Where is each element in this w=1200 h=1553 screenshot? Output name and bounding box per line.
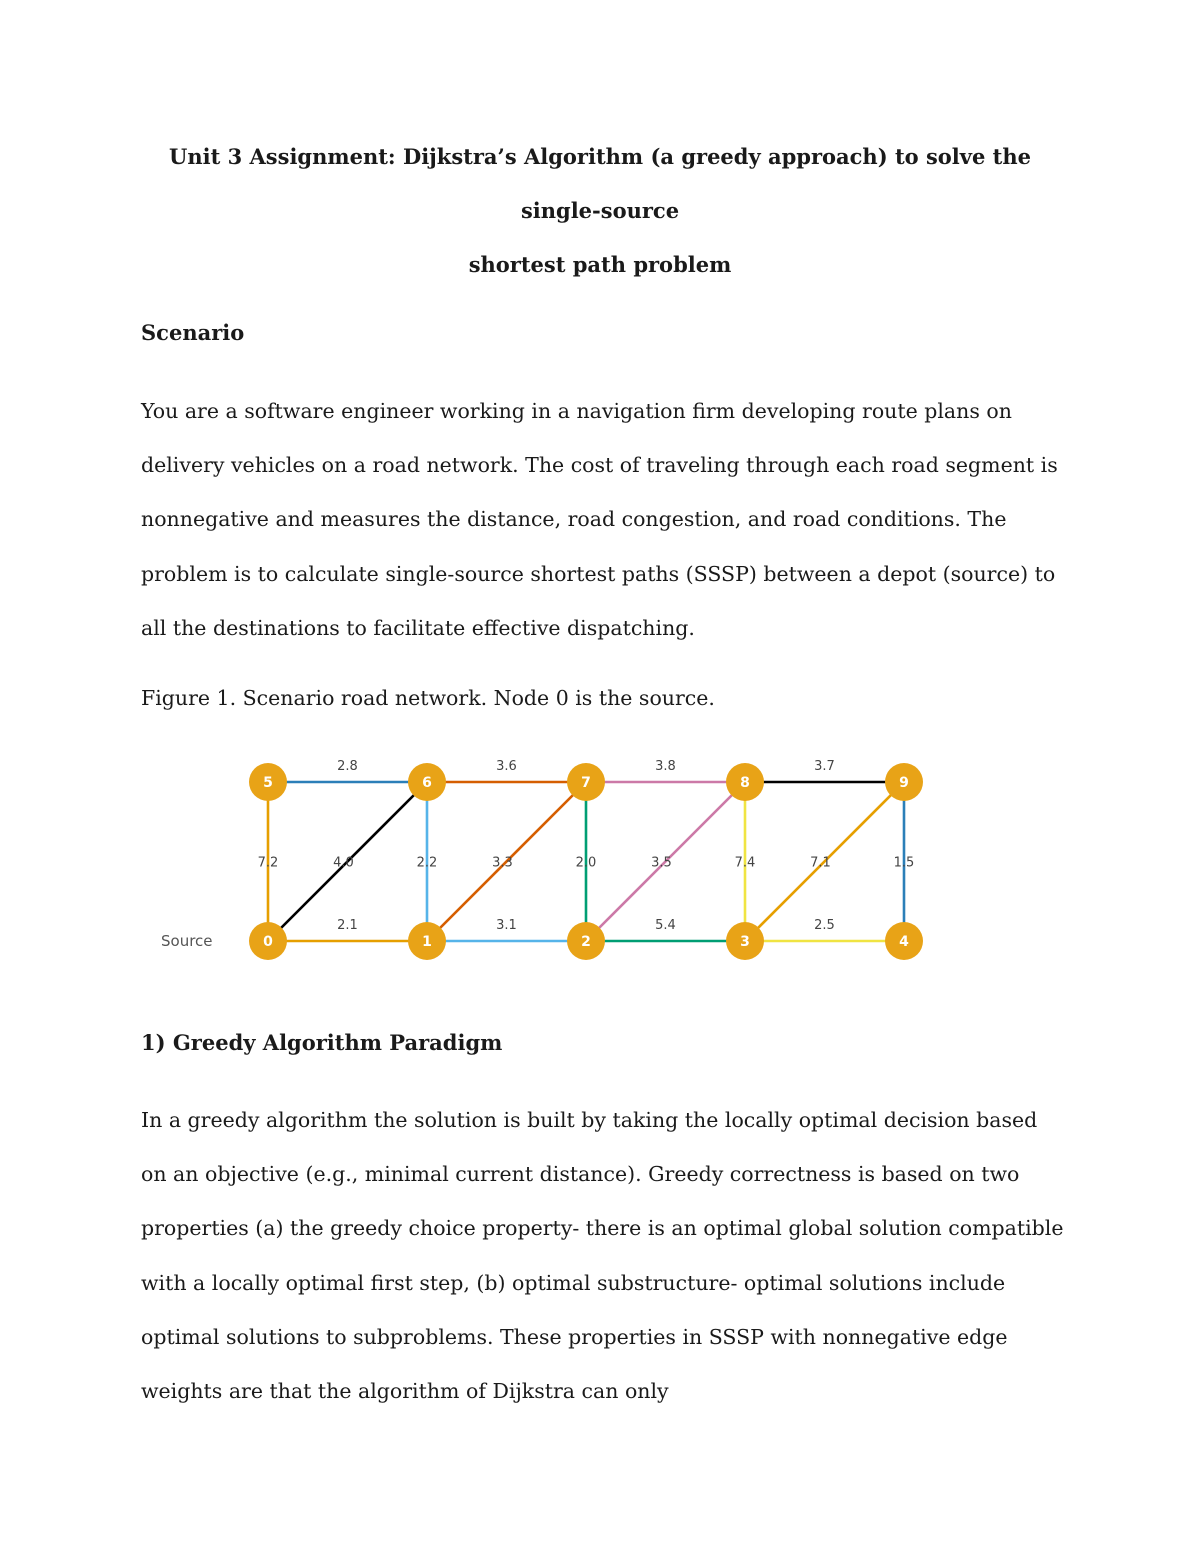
graph-node-label: 0 [263, 934, 273, 950]
edge-weight-label: 4.0 [333, 855, 354, 871]
graph-node-label: 8 [740, 775, 750, 791]
edge-weight-label: 1.5 [893, 855, 915, 871]
edge-weight-label: 2.2 [416, 855, 438, 871]
source-label: Source [161, 932, 213, 950]
graph-node-label: 9 [899, 775, 909, 791]
graph-node-3 [726, 922, 764, 960]
graph-node-label: 1 [422, 934, 432, 950]
document-title [140, 130, 1060, 292]
edge-weight-label: 3.8 [655, 759, 676, 774]
graph-node-label: 7 [581, 775, 591, 791]
edge-weight-label: 2.1 [337, 918, 358, 933]
graph-node-label: 6 [422, 775, 432, 791]
edge-weight-label: 2.8 [337, 759, 358, 774]
edge-weight-label: 7.1 [810, 855, 831, 871]
graph-node-7 [567, 763, 605, 801]
graph-node-4 [885, 922, 923, 960]
edge-weight-label: 3.5 [651, 855, 672, 871]
scenario-paragraph: You are a software engineer working in a navigation firm developing route plans on delivery vehicles on a road network. The cost of traveling through each road segment is nonnegative and measures the distance, road congestion, and road conditions. The problem is to calculate single-source shortest paths (SSSP) between a depot (source) to all the destinations to facilitate effective dispatching. [141, 399, 1058, 640]
edge-weight-label: 7.2 [257, 855, 279, 871]
edge-weight-label: 3.3 [492, 855, 513, 871]
edge-weight-label: 2.0 [575, 855, 597, 871]
figure-caption: Figure 1. Scenario road network. Node 0 is the source. [141, 686, 715, 710]
graph-node-5 [249, 763, 287, 801]
edge-weight-label: 7.4 [734, 855, 756, 871]
graph-node-1 [408, 922, 446, 960]
edge-weight-label: 3.6 [496, 759, 517, 774]
graph-node-label: 3 [740, 934, 750, 950]
edge-weight-label: 2.5 [814, 918, 835, 933]
edge-weight-label: 3.7 [814, 759, 835, 774]
title-line-2: shortest path problem [468, 252, 732, 277]
edge-weight-label: 3.1 [496, 918, 517, 933]
section1-heading: 1) Greedy Algorithm Paradigm [141, 1030, 503, 1055]
road-network-figure [0, 740, 1200, 990]
title-line-1: Unit 3 Assignment: Dijkstra’s Algorithm (a greedy approach) to solve the single-source [169, 144, 1031, 223]
graph-node-label: 4 [899, 934, 909, 950]
graph-node-label: 2 [581, 934, 591, 950]
graph-node-6 [408, 763, 446, 801]
scenario-heading: Scenario [141, 320, 245, 345]
road-network-graph [0, 740, 1200, 990]
section1-paragraph: In a greedy algorithm the solution is built by taking the locally optimal decision based on an objective (e.g., minimal current distance). Greedy correctness is based on two properties (a) the greedy choice property- there is an optimal global solution compatible with a locally optimal first step, (b) optimal substructure- optimal solutions include optimal solutions to subproblems. These properties in SSSP with nonnegative edge weights are that the algorithm of Dijkstra can only [141, 1108, 1064, 1404]
graph-node-9 [885, 763, 923, 801]
graph-node-2 [567, 922, 605, 960]
graph-node-8 [726, 763, 764, 801]
edge-weight-label: 5.4 [655, 918, 676, 933]
graph-node-label: 5 [263, 775, 273, 791]
graph-node-0 [249, 922, 287, 960]
